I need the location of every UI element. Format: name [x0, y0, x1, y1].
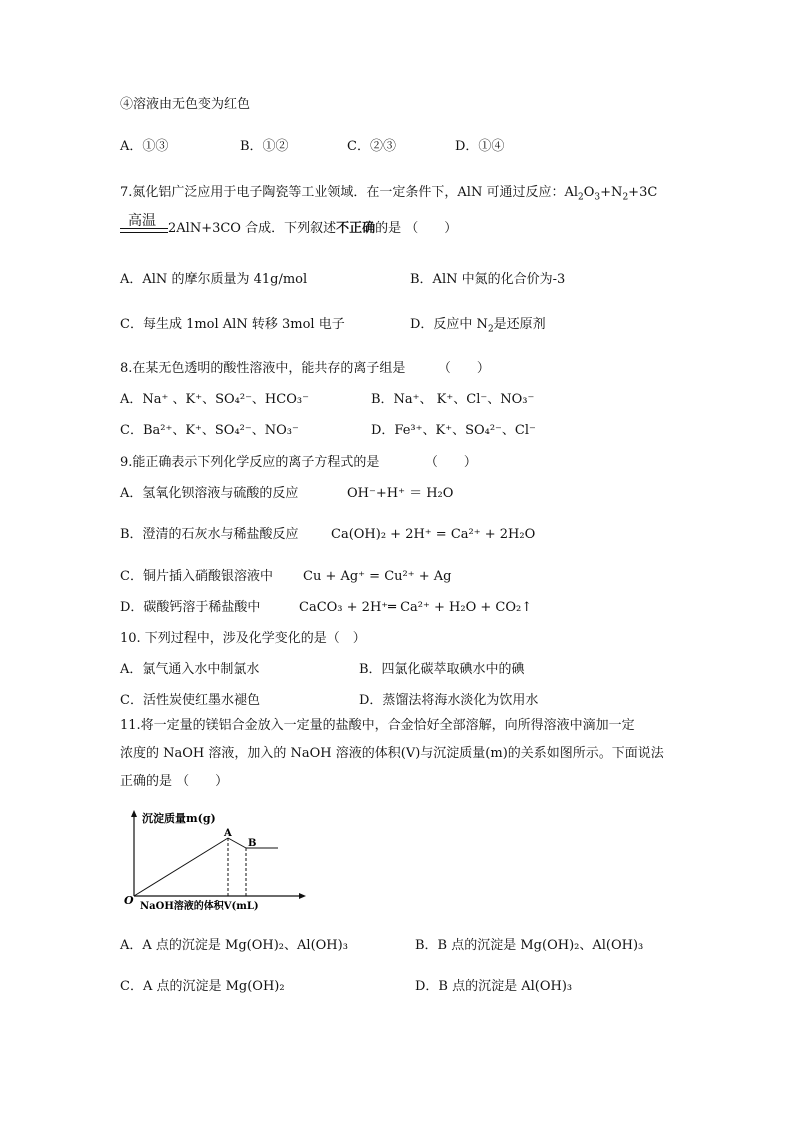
rising-line — [134, 838, 228, 896]
precipitate-graph — [120, 808, 320, 914]
q7-option-b: B．AlN 中氮的化合价为-3 — [410, 272, 566, 287]
q7-stem-line2: 2AlN+3CO 合成．下列叙述不正确的是 （ ） — [168, 221, 458, 236]
q7-condition: 高温 — [128, 213, 156, 229]
q10-option-a: A．氯气通入水中制氯水 — [120, 662, 260, 677]
q6-option-b: B．①② — [240, 139, 289, 154]
q8-stem: 8.在某无色透明的酸性溶液中，能共存的离子组是 （ ） — [120, 361, 490, 376]
q7-equals-sign — [120, 228, 168, 233]
falling-line — [228, 838, 246, 848]
q10-option-d: D．蒸馏法将海水淡化为饮用水 — [359, 693, 539, 708]
x-axis-label: NaOH溶液的体积V(mL) — [140, 901, 259, 912]
q7-stem-line1: 7.氮化铝广泛应用于电子陶瓷等工业领域．在一定条件下，AlN 可通过反应：$Al_2O_3+N_2+3C$ — [120, 185, 658, 203]
q9-option-a: A．氢氧化钡溶液与硫酸的反应 — [120, 486, 299, 501]
q8-option-a: A．Na⁺ 、K⁺、SO₄²⁻、HCO₃⁻ — [120, 392, 309, 407]
point-a-label: A — [224, 828, 232, 839]
q9-option-a-equation: OH⁻+H⁺ ＝ H₂O — [347, 486, 454, 501]
point-b-label: B — [248, 838, 257, 849]
q11-option-c: C．A 点的沉淀是 Mg(OH)₂ — [120, 979, 285, 994]
q9-option-c-equation: Cu + Ag⁺ = Cu²⁺ + Ag — [303, 569, 452, 584]
x-axis-arrow — [299, 893, 306, 899]
q11-stem-line1: 11.将一定量的镁铝合金放入一定量的盐酸中，合金恰好全部溶解，向所得溶液中滴加一定 — [120, 718, 635, 733]
q6-option-a: A．①③ — [120, 139, 169, 154]
q9-option-b-equation: Ca(OH)₂ + 2H⁺ = Ca²⁺ + 2H₂O — [331, 527, 536, 542]
q9-option-b: B．澄清的石灰水与稀盐酸反应 — [120, 527, 299, 542]
q6-option-c: C．②③ — [347, 139, 396, 154]
q9-option-c: C．铜片插入硝酸银溶液中 — [120, 569, 273, 584]
q10-stem: 10. 下列过程中，涉及化学变化的是（ ） — [120, 631, 366, 646]
q9-option-d: D．碳酸钙溶于稀盐酸中 — [120, 600, 261, 615]
q11-stem-line3: 正确的是 （ ） — [120, 774, 229, 789]
q6-option-d: D．①④ — [455, 139, 505, 154]
q7-option-c: C．每生成 1mol AlN 转移 3mol 电子 — [120, 317, 345, 332]
q11-option-d: D．B 点的沉淀是 Al(OH)₃ — [415, 979, 573, 994]
y-axis-arrow — [131, 810, 137, 817]
q8-option-d: D．Fe³⁺、K⁺、SO₄²⁻、Cl⁻ — [371, 423, 536, 438]
q9-stem: 9.能正确表示下列化学反应的离子方程式的是 （ ） — [120, 455, 477, 470]
q6-item4: ④溶液由无色变为红色 — [120, 97, 251, 112]
q7-option-d: D．反应中 $N_2$是还原剂 — [410, 317, 546, 335]
q10-option-b: B．四氯化碳萃取碘水中的碘 — [359, 662, 525, 677]
q11-stem-line2: 浓度的 NaOH 溶液，加入的 NaOH 溶液的体积(V)与沉淀质量(m)的关系如图所示。下面说法 — [120, 746, 664, 761]
q7-option-a: A．AlN 的摩尔质量为 41g/mol — [120, 272, 308, 287]
q10-option-c: C．活性炭使红墨水褪色 — [120, 693, 260, 708]
q8-option-c: C．Ba²⁺、K⁺、SO₄²⁻、NO₃⁻ — [120, 423, 299, 438]
q11-option-a: A．A 点的沉淀是 Mg(OH)₂、Al(OH)₃ — [120, 938, 348, 953]
q8-option-b: B．Na⁺、 K⁺、Cl⁻、NO₃⁻ — [371, 392, 535, 407]
y-axis-label: 沉淀质量m(g) — [142, 812, 216, 825]
origin-label: O — [124, 894, 134, 907]
q11-option-b: B．B 点的沉淀是 Mg(OH)₂、Al(OH)₃ — [415, 938, 644, 953]
q9-option-d-equation: CaCO₃ + 2H⁺═ Ca²⁺ + H₂O + CO₂↑ — [299, 600, 533, 615]
